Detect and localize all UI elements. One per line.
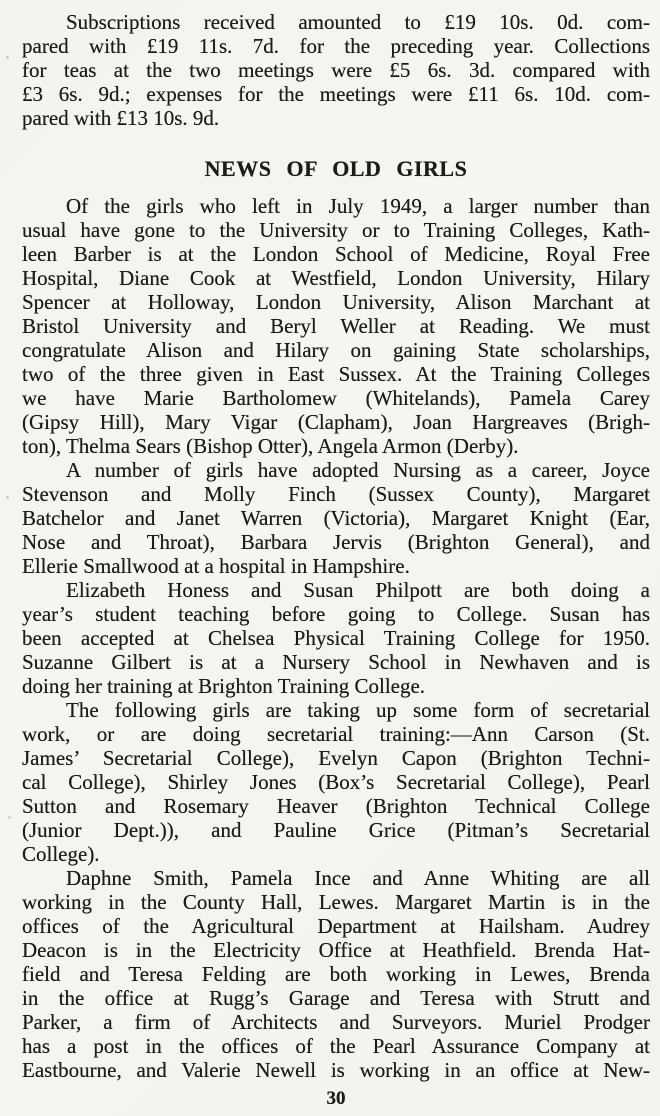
text-line: ton), Thelma Sears (Bishop Otter), Angela Armon (Derby). [22,434,519,458]
text-line: (Gipsy Hill), Mary Vigar (Clapham), Joan Hargreaves (Brigh- [22,410,650,434]
text-line: for teas at the two meetings were £5 6s. 3d. compared with [22,58,650,82]
text-line: has a post in the offices of the Pearl Assurance Company at [22,1034,650,1058]
text-line: Spencer at Holloway, London University, Alison Marchant at [22,290,650,314]
text-line: leen Barber is at the London School of Medicine, Royal Free [22,242,650,266]
paragraph-secretarial [22,698,650,866]
text-line: two of the three given in East Sussex. At the Training Colleges [22,362,650,386]
text-line: in the office at Rugg’s Garage and Teresa with Strutt and [22,986,650,1010]
text-line: Suzanne Gilbert is at a Nursery School in Newhaven and is [22,650,650,674]
text-line: Hospital, Diane Cook at Westfield, London University, Hilary [22,266,650,290]
text-line: doing her training at Brighton Training College. [22,674,426,698]
text-line: field and Teresa Felding are both working in Lewes, Brenda [22,962,650,986]
text-line: we have Marie Bartholomew (Whitelands), Pamela Carey [22,386,650,410]
text-line: Stevenson and Molly Finch (Sussex County), Margaret [22,482,650,506]
text-line: pared with £13 10s. 9d. [22,106,220,130]
text-line: Batchelor and Janet Warren (Victoria), Margaret Knight (Ear, [22,506,650,530]
text-line: Eastbourne, and Valerie Newell is working in an office at New- [22,1058,650,1082]
text-line: Elizabeth Honess and Susan Philpott are both doing a [66,578,650,602]
text-line: cal College), Shirley Jones (Box’s Secretarial College), Pearl [22,770,650,794]
text-line: year’s student teaching before going to College. Susan has [22,602,650,626]
paragraph-subscriptions [22,10,650,130]
text-line: Parker, a firm of Architects and Surveyors. Muriel Prodger [22,1010,650,1034]
paragraph-offices [22,866,650,1082]
text-line: Subscriptions received amounted to £19 10s. 0d. com- [66,10,650,34]
text-line: Deacon is in the Electricity Office at Heathfield. Brenda Hat- [22,938,650,962]
text-line: work, or are doing secretarial training:—Ann Carson (St. [22,722,650,746]
paragraph-nursing [22,458,650,578]
paragraph-student-teaching [22,578,650,698]
text-line: (Junior Dept.)), and Pauline Grice (Pitman’s Secretarial [22,818,650,842]
text-line: usual have gone to the University or to Training Colleges, Kath- [22,218,650,242]
page-body-text [22,10,650,1082]
text-line: The following girls are taking up some form of secretarial [66,698,650,722]
text-line: congratulate Alison and Hilary on gaining State scholarships, [22,338,650,362]
text-line: working in the County Hall, Lewes. Margaret Martin is in the [22,890,650,914]
text-line: Ellerie Smallwood at a hospital in Hampshire. [22,554,410,578]
text-line: College). [22,842,100,866]
section-heading-news-of-old-girls: NEWS OF OLD GIRLS [204,156,468,181]
text-line: Daphne Smith, Pamela Ince and Anne Whiting are all [66,866,650,890]
text-line: Sutton and Rosemary Heaver (Brighton Technical College [22,794,650,818]
text-line: Of the girls who left in July 1949, a larger number than [66,194,650,218]
page-number: 30 [326,1088,346,1109]
text-line: Nose and Throat), Barbara Jervis (Brighton General), and [22,530,650,554]
text-line: James’ Secretarial College), Evelyn Capon (Brighton Techni- [22,746,650,770]
text-line: A number of girls have adopted Nursing as a career, Joyce [66,458,650,482]
text-line: offices of the Agricultural Department at Hailsham. Audrey [22,914,650,938]
text-line: been accepted at Chelsea Physical Training College for 1950. [22,626,650,650]
text-line: £3 6s. 9d.; expenses for the meetings were £11 6s. 10d. com- [22,82,650,106]
paragraph-university-and-training-colleges [22,194,650,458]
text-line: Bristol University and Beryl Weller at Reading. We must [22,314,650,338]
text-line: pared with £19 11s. 7d. for the preceding year. Collections [22,34,650,58]
